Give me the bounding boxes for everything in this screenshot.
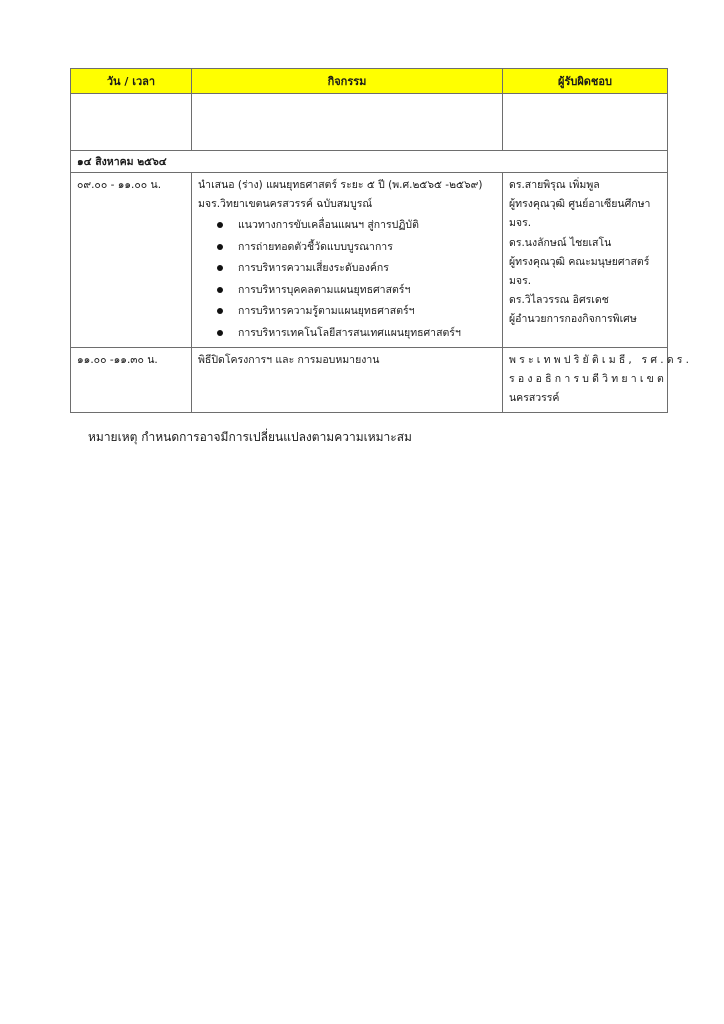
responsible-line: ผู้ทรงคุณวุฒิ ศูนย์อาเซียนศึกษา [509,198,651,211]
responsible-cell [503,173,668,348]
responsible-line: ดร.วิไลวรรณ อิศรเดช [509,294,609,307]
activity-cell [192,173,503,348]
activity-cell [192,348,503,413]
time-cell [71,173,192,348]
bullet-item: การบริหารความเสี่ยงระดับองค์กร [216,258,496,280]
table-row [71,173,668,348]
time-cell [71,348,192,413]
bullet-item: การบริหารความรู้ตามแผนยุทธศาสตร์ฯ [216,301,496,323]
empty-cell [503,94,668,151]
bullet-item: การถ่ายทอดตัวชี้วัดแบบบูรณาการ [216,237,496,259]
activity-line: นำเสนอ (ร่าง) แผนยุทธศาสตร์ ระยะ ๕ ปี (พ.ศ.๒๕๖๕ -๒๕๖๙) [198,179,483,191]
header-responsible: ผู้รับผิดชอบ [503,69,668,94]
bullet-item: แนวทางการขับเคลื่อนแผนฯ สู่การปฏิบัติ [216,215,496,237]
responsible-line: มจร. [509,217,532,230]
responsible-line: ผู้อำนวยการกองกิจการพิเศษ [509,313,637,326]
responsible-cell [503,348,693,413]
responsible-line: รองอธิการบดีวิทยาเขต [509,373,668,386]
schedule-table [70,68,693,413]
responsible-line: พระเทพปริยัติเมธี, รศ.ดร. [509,354,693,366]
bullet-item: การบริหารบุคคลตามแผนยุทธศาสตร์ฯ [216,280,496,302]
note-text: หมายเหตุ กำหนดการอาจมีการเปลี่ยนแปลงตามความเหมาะสม [88,430,412,444]
responsible-line: ดร.สายพิรุณ เพิ่มพูล [509,179,600,191]
header-time: วัน / เวลา [71,69,192,94]
empty-row [71,94,668,151]
header-row [71,69,668,94]
time-text: ๐๙.๐๐ - ๑๑.๐๐ น. [77,179,162,191]
date-row [71,151,668,173]
time-text: ๑๑.๐๐ -๑๑.๓๐ น. [77,354,158,366]
activity-line: พิธีปิดโครงการฯ และ การมอบหมายงาน [198,354,380,366]
activity-bullet-list [198,215,496,344]
activity-line: มจร.วิทยาเขตนครสวรรค์ ฉบับสมบูรณ์ [198,198,373,210]
responsible-line: ดร.นงลักษณ์ ไชยเสโน [509,236,612,249]
empty-cell [192,94,503,151]
responsible-line: นครสวรรค์ [509,392,560,405]
bullet-item: การบริหารเทคโนโลยีสารสนเทศแผนยุทธศาสตร์ฯ [216,323,496,345]
empty-cell [71,94,192,151]
date-cell: ๑๔ สิงหาคม ๒๕๖๔ [71,151,668,173]
responsible-line: มจร. [509,275,532,288]
table-row [71,348,668,413]
responsible-line: ผู้ทรงคุณวุฒิ คณะมนุษยศาสตร์ [509,255,650,268]
header-activity: กิจกรรม [192,69,503,94]
